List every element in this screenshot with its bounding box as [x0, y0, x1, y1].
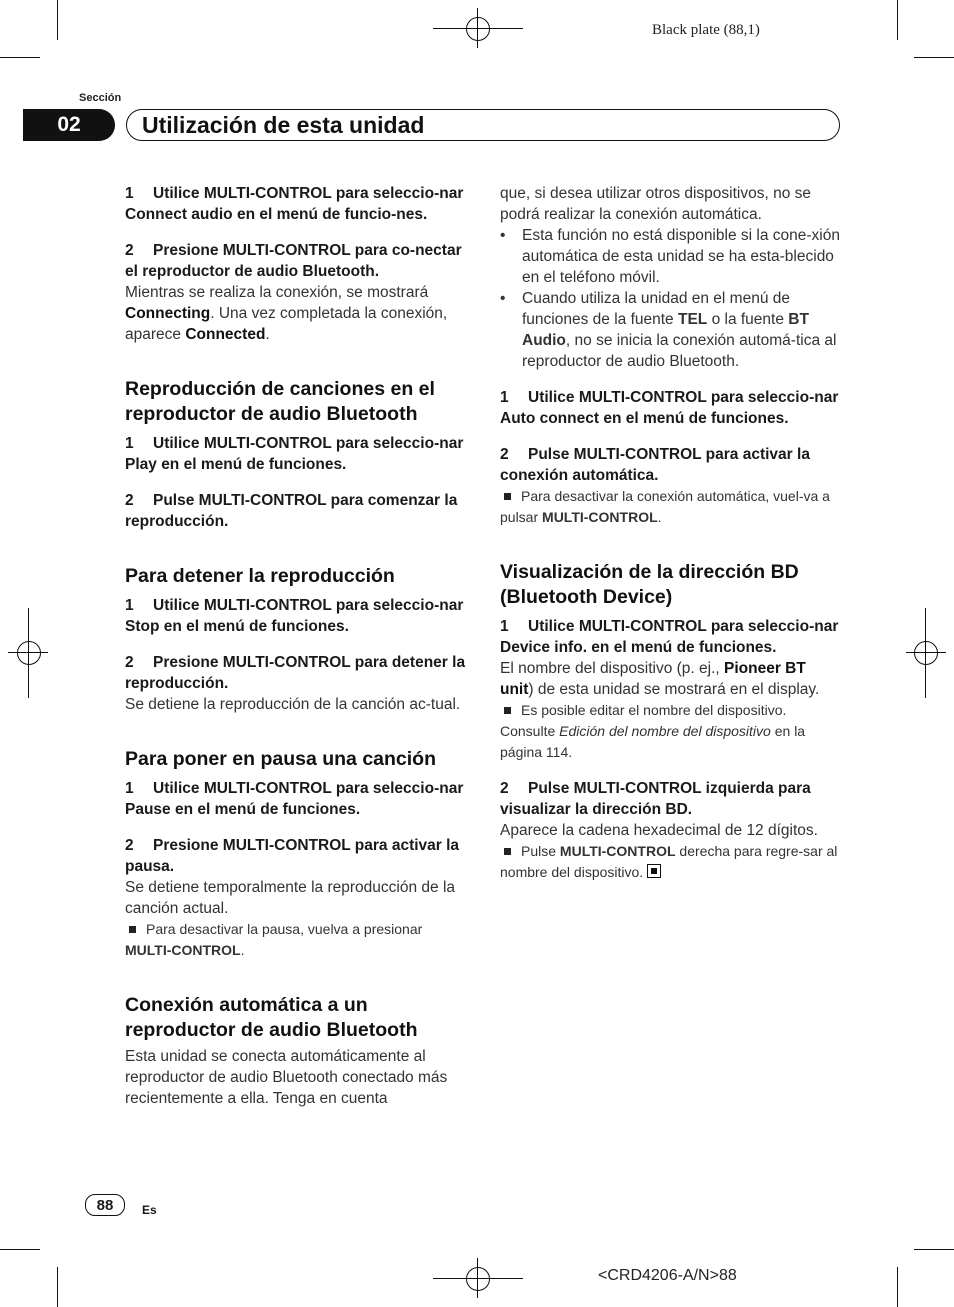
step: 1 Utilice MULTI-CONTROL para seleccio-nar Auto connect en el menú de funciones. [500, 389, 839, 427]
cross-reference-link[interactable]: Edición del nombre del dispositivo [559, 723, 771, 739]
step-description: Aparece la cadena hexadecimal de 12 dígitos. [500, 822, 818, 839]
bullet-item: • Cuando utiliza la unidad en el menú de funciones de la fuente TEL o la fuente BT Audio, no se inicia la conexión automá-tica al reproductor de audio Bluetooth. [500, 290, 837, 370]
note: Pulse MULTI-CONTROL derecha para regre-sar al nombre del dispositivo. [500, 843, 838, 880]
bullet-item: • Esta función no está disponible si la cone-xión automática de esta unidad se ha esta-blecido en el teléfono móvil. [500, 227, 840, 286]
section-heading: Visualización de la dirección BD (Bluetooth Device) [500, 561, 799, 608]
note-square-icon [504, 707, 511, 714]
crop-mark [897, 1267, 898, 1307]
registration-circle [466, 17, 490, 41]
left-column [125, 183, 467, 1109]
step: 1 Utilice MULTI-CONTROL para seleccio-nar Stop en el menú de funciones. [125, 597, 464, 635]
page-number: 88 [85, 1194, 125, 1216]
section-label: Sección [79, 92, 122, 104]
step: 2 Pulse MULTI-CONTROL izquierda para visualizar la dirección BD. [500, 780, 811, 818]
paragraph: que, si desea utilizar otros dispositivos, no se podrá realizar la conexión automática. [500, 185, 812, 223]
step-description: Se detiene la reproducción de la canción ac-tual. [125, 696, 461, 713]
step: 1 Utilice MULTI-CONTROL para seleccio-nar Play en el menú de funciones. [125, 435, 464, 473]
crop-mark [914, 57, 954, 58]
step: 2 Presione MULTI-CONTROL para activar la pausa. [125, 837, 460, 875]
section-number: 02 [23, 109, 115, 141]
right-column [500, 183, 840, 883]
end-of-section-icon [647, 864, 661, 878]
note-square-icon [504, 493, 511, 500]
step: 2 Pulse MULTI-CONTROL para activar la conexión automática. [500, 446, 810, 484]
step: 1 Utilice MULTI-CONTROL para seleccio-nar Connect audio en el menú de funcio-nes. [125, 185, 464, 223]
section-heading: Para detener la reproducción [125, 565, 395, 587]
crop-mark [0, 57, 40, 58]
crop-mark [57, 1267, 58, 1307]
section-title: Utilización de esta unidad [142, 112, 425, 138]
note: Es posible editar el nombre del dispositivo. Consulte Edición del nombre del dispositivo en la página 114. [500, 702, 806, 760]
section-heading: Para poner en pausa una canción [125, 748, 437, 770]
step-description: El nombre del dispositivo (p. ej., Pioneer BT unit) de esta unidad se mostrará en el display. [500, 660, 820, 698]
note-square-icon [129, 926, 136, 933]
step: 1 Utilice MULTI-CONTROL para seleccio-nar Pause en el menú de funciones. [125, 780, 464, 818]
paragraph: Esta unidad se conecta automáticamente al reproductor de audio Bluetooth conectado más recientemente a ella. Tenga en cuenta [125, 1048, 448, 1107]
step: 2 Presione MULTI-CONTROL para co-nectar el reproductor de audio Bluetooth. [125, 242, 462, 280]
plate-label: Black plate (88,1) [652, 22, 760, 38]
crop-mark [914, 1249, 954, 1250]
registration-circle [17, 641, 41, 665]
crop-mark [0, 1249, 40, 1250]
section-heading: Reproducción de canciones en el reproductor de audio Bluetooth [125, 378, 435, 425]
document-code: <CRD4206-A/N>88 [598, 1267, 737, 1284]
registration-circle [914, 641, 938, 665]
note: Para desactivar la conexión automática, vuel-va a pulsar MULTI-CONTROL. [500, 488, 830, 525]
note-square-icon [504, 848, 511, 855]
section-heading: Conexión automática a un reproductor de audio Bluetooth [125, 994, 418, 1041]
step-description: Mientras se realiza la conexión, se mostrará Connecting. Una vez completada la conexión, aparece Connected. [125, 284, 448, 343]
registration-circle [466, 1267, 490, 1291]
bullet-icon: • [500, 227, 506, 244]
note: Para desactivar la pausa, vuelva a presionar MULTI-CONTROL. [125, 921, 423, 958]
step: 2 Pulse MULTI-CONTROL para comenzar la reproducción. [125, 492, 458, 530]
step-description: Se detiene temporalmente la reproducción de la canción actual. [125, 879, 456, 917]
crop-mark [897, 0, 898, 40]
step: 1 Utilice MULTI-CONTROL para seleccio-nar Device info. en el menú de funciones. [500, 618, 839, 656]
crop-mark [57, 0, 58, 40]
bullet-icon: • [500, 290, 506, 307]
step: 2 Presione MULTI-CONTROL para detener la reproducción. [125, 654, 466, 692]
language-code: Es [142, 1203, 157, 1217]
